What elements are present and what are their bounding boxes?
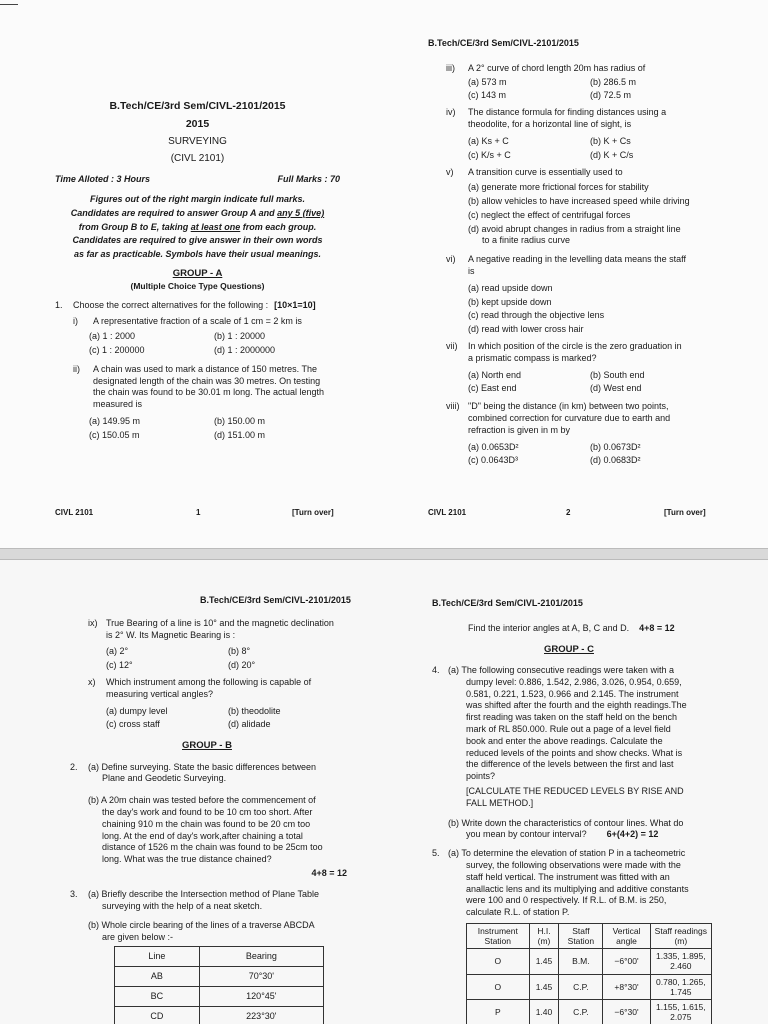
text-line: a prismatic compass is marked?	[468, 352, 597, 363]
question-3a	[70, 889, 355, 915]
text-line: are given below :-	[102, 932, 174, 943]
mcq-iii	[428, 63, 718, 74]
text-line: surveying with the help of a neat sketch.	[102, 900, 263, 911]
mcq-iv	[428, 107, 718, 133]
mcq-options	[55, 416, 340, 427]
instruction-emphasis: at least one	[190, 221, 241, 232]
mcq-number: ii)	[73, 363, 80, 374]
text-line: Which instrument among the following is capable of	[106, 676, 312, 687]
mcq-options	[428, 370, 718, 381]
table-cell: 1.45	[529, 949, 559, 974]
question-2b	[70, 795, 355, 865]
mcq-number: ix)	[88, 617, 98, 628]
mcq-text: A 2° curve of chord length 20m has radius of	[468, 62, 646, 73]
text-line: reduced levels of the points and show checks. What is	[466, 747, 683, 758]
question-number: 1.	[55, 299, 63, 310]
mcq-text: A transition curve is essentially used to	[468, 167, 623, 178]
option: (c) read through the objective lens	[468, 310, 605, 321]
mcq-number: iv)	[446, 107, 456, 118]
question-number: 2.	[70, 761, 78, 772]
option: (d) 151.00 m	[214, 429, 266, 440]
mcq-vii	[428, 341, 718, 367]
table-row	[115, 1006, 324, 1024]
option: (c) 150.05 m	[89, 429, 140, 440]
sheet-divider	[0, 548, 768, 560]
option: (d) avoid abrupt changes in radius from a straight line	[468, 223, 681, 234]
option: (a) generate more frictional forces for stability	[468, 182, 649, 193]
text-line: mark of RL 850.000. Rule out a page of a level field	[466, 723, 671, 734]
mcq-options	[55, 430, 340, 441]
mcq-text	[106, 677, 311, 703]
option: (d) West end	[590, 383, 642, 394]
mcq-x	[70, 677, 355, 703]
question-4a	[432, 665, 722, 812]
option: (d) read with lower cross hair	[468, 324, 584, 335]
question-3b	[70, 920, 355, 943]
text-line: FALL METHOD.]	[466, 797, 534, 808]
time-allotted: Time Alloted : 3 Hours	[55, 174, 151, 185]
mcq-ii	[55, 364, 340, 411]
group-a-heading: GROUP - A	[172, 267, 223, 279]
text-line: book and enter the above readings. Calculate the	[466, 735, 663, 746]
text-line: theodolite, for a horizontal line of sight, is	[468, 118, 632, 129]
instruction-text: from Group B to E, taking	[78, 221, 191, 232]
text-line: (a) Define surveying. State the basic differences between	[88, 761, 316, 772]
table-header-row	[115, 946, 324, 966]
table-row	[467, 1000, 712, 1024]
text-line: refraction is given in m by	[468, 424, 571, 435]
table-cell: −6°30'	[603, 1000, 650, 1024]
text-line: (a) Briefly describe the Intersection method of Plane Table	[88, 888, 319, 899]
option: (c) 143 m	[468, 90, 507, 101]
question-number: 5.	[432, 848, 440, 859]
question-text	[88, 762, 316, 788]
table-cell: +8°30'	[603, 974, 650, 999]
question-text	[448, 848, 689, 921]
question-2a	[70, 762, 355, 788]
mcq-viii	[428, 401, 718, 438]
group-c-heading: GROUP - C	[544, 643, 594, 655]
text-line: anallactic lens and its multiplying and additive constants	[466, 883, 689, 894]
text-line: True Bearing of a line is 10° and the magnetic declination	[106, 617, 334, 628]
table-cell: BC	[115, 986, 200, 1006]
text-line: survey, the following observations were made with the	[466, 859, 681, 870]
mcq-options	[428, 442, 718, 453]
mcq-number: iii)	[446, 62, 455, 73]
table-cell: O	[467, 949, 530, 974]
instruction-emphasis: any 5 (five)	[277, 207, 325, 218]
question-marks: 4+8 = 12	[311, 867, 347, 878]
course-header: B.Tech/CE/3rd Sem/CIVL-2101/2015	[200, 595, 351, 605]
option: (b) 1 : 20000	[214, 331, 266, 342]
group-b-heading: GROUP - B	[182, 740, 232, 752]
table-header: Bearing	[199, 946, 323, 966]
mcq-options	[428, 182, 718, 246]
text-line: long. At the end of day's work,after chaining a total	[102, 830, 303, 841]
option: (a) Ks + C	[468, 135, 509, 146]
option: (b) 0.0673D²	[590, 441, 641, 452]
text-line: is 2° W. Its Magnetic Bearing is :	[106, 629, 236, 640]
mcq-options	[428, 90, 718, 101]
exam-sheet-2	[0, 560, 768, 1024]
option: (a) dumpy level	[106, 705, 168, 716]
question-text: Choose the correct alternatives for the following :	[73, 299, 269, 310]
table-header: H.I. (m)	[529, 923, 559, 948]
table-cell: −6°00'	[603, 949, 650, 974]
option: (c) K/s + C	[468, 149, 511, 160]
page-3	[70, 595, 355, 1024]
mcq-options	[428, 455, 718, 466]
option: (b) 8°	[228, 646, 251, 657]
table-cell: 120°45'	[199, 986, 323, 1006]
text-line: the chain was found to be 30.01 m long. The actual length	[93, 387, 324, 398]
text-line: A chain was used to mark a distance of 150 metres. The	[93, 363, 317, 374]
mcq-options	[70, 646, 355, 657]
option: (a) 573 m	[468, 76, 507, 87]
instruction-text: from each group.	[240, 221, 317, 232]
option: (d) 20°	[228, 660, 256, 671]
mcq-options	[70, 660, 355, 671]
option: (c) neglect the effect of centrifugal forces	[468, 209, 631, 220]
option: (c) cross staff	[106, 719, 160, 730]
text-line: the day's work and found to be 10 cm too short. After	[102, 806, 313, 817]
mcq-number: v)	[446, 167, 454, 178]
option: (b) kept upside down	[468, 296, 552, 307]
question-1	[55, 300, 340, 311]
mcq-options	[70, 706, 355, 717]
instruction-text: Candidates are required to answer Group A and	[70, 207, 278, 218]
table-cell: AB	[115, 966, 200, 986]
option: (c) 12°	[106, 660, 133, 671]
text-line: dumpy level: 0.886, 1.542, 2.986, 3.026, 0.954, 0.659,	[466, 676, 682, 687]
table-row	[467, 974, 712, 999]
option: (b) 150.00 m	[214, 415, 266, 426]
option: (a) 1 : 2000	[89, 331, 136, 342]
text-line: (a) The following consecutive readings were taken with a	[448, 664, 674, 675]
table-row	[467, 949, 712, 974]
question-number: 3.	[70, 888, 78, 899]
time-marks-row	[55, 174, 340, 185]
question-5a	[432, 848, 722, 921]
text-line: you mean by contour interval?	[466, 829, 587, 840]
question-text	[448, 665, 720, 812]
text-line: Plane and Geodetic Surveying.	[102, 773, 227, 784]
question-number: 4.	[432, 664, 440, 675]
mcq-options	[428, 136, 718, 147]
page-4	[432, 598, 722, 1024]
mcq-options	[428, 283, 718, 335]
text-line: calculate R.L. of station P.	[466, 907, 570, 918]
table-row	[115, 986, 324, 1006]
table-cell: P	[467, 1000, 530, 1024]
table-cell: 1.155, 1.615, 2.075	[650, 1000, 711, 1024]
table-header: Vertical angle	[603, 923, 650, 948]
instructions	[55, 194, 340, 260]
observation-table	[466, 923, 712, 1024]
mcq-vi	[428, 254, 718, 280]
table-cell: 223°30'	[199, 1006, 323, 1024]
question-marks: [10×1=10]	[274, 299, 316, 310]
table-cell: CD	[115, 1006, 200, 1024]
mcq-options	[70, 719, 355, 730]
course-header: B.Tech/CE/3rd Sem/CIVL-2101/2015	[109, 100, 286, 112]
bearing-table	[114, 946, 324, 1024]
full-marks: Full Marks : 70	[277, 174, 340, 185]
text-line: is	[468, 265, 475, 276]
text-line: were 100 and 0 respectively. If R.L. of B.M. is 250,	[466, 895, 667, 906]
table-cell: 1.40	[529, 1000, 559, 1024]
instruction-line: as far as practicable. Symbols have their usual meanings.	[73, 249, 322, 260]
instruction-line: Figures out of the right margin indicate full marks.	[89, 193, 306, 204]
option: to a finite radius curve	[482, 235, 571, 246]
corner-mark	[0, 4, 18, 5]
question-text	[88, 889, 319, 915]
option: (d) K + C/s	[590, 149, 634, 160]
question-3b-continued	[432, 623, 722, 634]
mcq-options	[428, 150, 718, 161]
mcq-number: viii)	[446, 401, 460, 412]
option: (c) East end	[468, 383, 517, 394]
table-cell: 0.780, 1.265, 1.745	[650, 974, 711, 999]
page-1	[55, 100, 340, 444]
question-marks: 4+8 = 12	[639, 622, 675, 633]
instruction-line: Candidates are required to give answer in their own words	[72, 235, 323, 246]
option: (b) South end	[590, 369, 645, 380]
text-line: (b) Whole circle bearing of the lines of a traverse ABCDA	[88, 920, 315, 931]
text-line: the difference of the levels between the first and last	[466, 759, 674, 770]
text-line: measured is	[93, 399, 143, 410]
question-marks: 6+(4+2) = 12	[606, 829, 659, 840]
mcq-options	[55, 331, 340, 342]
text-line: "D" being the distance (in km) between two points,	[468, 401, 669, 412]
text-line: The distance formula for finding distances using a	[468, 107, 667, 118]
option: (a) read upside down	[468, 282, 553, 293]
option: (b) K + Cs	[590, 135, 631, 146]
mcq-text	[468, 107, 666, 133]
mcq-number: x)	[88, 676, 96, 687]
option: (a) 149.95 m	[89, 415, 141, 426]
footer-code: CIVL 2101	[55, 508, 94, 517]
question-4b	[432, 818, 722, 841]
text-line: A negative reading in the levelling data means the staff	[468, 254, 686, 265]
table-header: Line	[115, 946, 200, 966]
text-line: combined correction for curvature due to earth and	[468, 412, 671, 423]
option: (c) 0.0643D³	[468, 455, 519, 466]
table-header-row	[467, 923, 712, 948]
table-header: Staff readings (m)	[650, 923, 711, 948]
table-header: Instrument Station	[467, 923, 530, 948]
mcq-number: vii)	[446, 340, 458, 351]
option: (d) 1 : 2000000	[214, 344, 276, 355]
course-header: B.Tech/CE/3rd Sem/CIVL-2101/2015	[428, 38, 579, 48]
text-line: (b) A 20m chain was tested before the commencement of	[88, 795, 316, 806]
table-cell: O	[467, 974, 530, 999]
mcq-options	[428, 383, 718, 394]
mcq-ix	[70, 618, 355, 644]
mcq-options	[428, 77, 718, 88]
text-line: chaining 910 m the chain was found to be 20 cm too	[102, 818, 311, 829]
footer-code: CIVL 2101	[428, 508, 467, 517]
text-line: staff held vertical. The instrument was fitted with an	[466, 871, 670, 882]
option: (b) theodolite	[228, 705, 281, 716]
course-header: B.Tech/CE/3rd Sem/CIVL-2101/2015	[432, 598, 583, 608]
text-line: [CALCULATE THE REDUCED LEVELS BY RISE AND	[466, 785, 684, 796]
mcq-i	[55, 316, 340, 327]
option: (d) alidade	[228, 719, 271, 730]
table-cell: 70°30'	[199, 966, 323, 986]
option: (b) 286.5 m	[590, 76, 637, 87]
text-line: points?	[466, 771, 496, 782]
instruction-line	[55, 208, 340, 219]
mcq-text	[468, 341, 682, 367]
mcq-number: i)	[73, 316, 78, 327]
text-line: In which position of the circle is the zero graduation in	[468, 340, 682, 351]
text-line: measuring vertical angles?	[106, 688, 214, 699]
footer-page-number: 1	[196, 508, 201, 517]
mcq-text	[468, 254, 686, 280]
option: (d) 72.5 m	[590, 90, 632, 101]
footer-page-number: 2	[566, 508, 571, 517]
table-cell: C.P.	[559, 974, 603, 999]
option: (b) allow vehicles to have increased speed while driving	[468, 195, 690, 206]
table-cell: C.P.	[559, 1000, 603, 1024]
table-cell: 1.45	[529, 974, 559, 999]
text-line: 0.581, 0.221, 1.523, 0.966 and 2.145. The instrument	[466, 688, 679, 699]
option: (a) North end	[468, 369, 522, 380]
mcq-text	[93, 364, 324, 411]
text-line: designated length of the chain was 30 metres. On testing	[93, 375, 321, 386]
option: (d) 0.0683D²	[590, 455, 641, 466]
option: (c) 1 : 200000	[89, 344, 145, 355]
mcq-text	[468, 401, 670, 438]
group-a-subheading: (Multiple Choice Type Questions)	[130, 281, 265, 292]
instruction-line	[55, 222, 340, 233]
table-cell: B.M.	[559, 949, 603, 974]
text-line: long. What was the true distance chained?	[102, 854, 272, 865]
text-line: (b) Write down the characteristics of contour lines. What do	[448, 817, 684, 828]
table-row	[115, 966, 324, 986]
footer-turn-over: [Turn over]	[664, 508, 706, 517]
text-line-with-marks	[448, 829, 722, 840]
option: (a) 2°	[106, 646, 129, 657]
subject-title: SURVEYING	[168, 136, 227, 148]
table-cell: 1.335, 1.895, 2.460	[650, 949, 711, 974]
text-line: (a) To determine the elevation of station P in a tacheometric	[448, 848, 686, 859]
option: (a) 0.0653D²	[468, 441, 519, 452]
mcq-v	[428, 167, 718, 178]
footer-turn-over: [Turn over]	[292, 508, 334, 517]
text-line: first reading was taken on the staff held on the bench	[466, 712, 677, 723]
mcq-number: vi)	[446, 254, 456, 265]
subject-code: (CIVL 2101)	[170, 153, 225, 165]
table-header: Staff Station	[559, 923, 603, 948]
text-line: was shifted after the fourth and the eighth readings.The	[466, 700, 687, 711]
page-2	[428, 38, 718, 469]
mcq-text: A representative fraction of a scale of 1 cm = 2 km is	[93, 316, 302, 327]
exam-year: 2015	[185, 117, 210, 130]
mcq-text	[106, 618, 334, 644]
mcq-options	[55, 345, 340, 356]
question-text: Find the interior angles at A, B, C and D.	[468, 622, 630, 633]
text-line: distance of 1526 m the chain was found to be 25cm too	[102, 842, 323, 853]
